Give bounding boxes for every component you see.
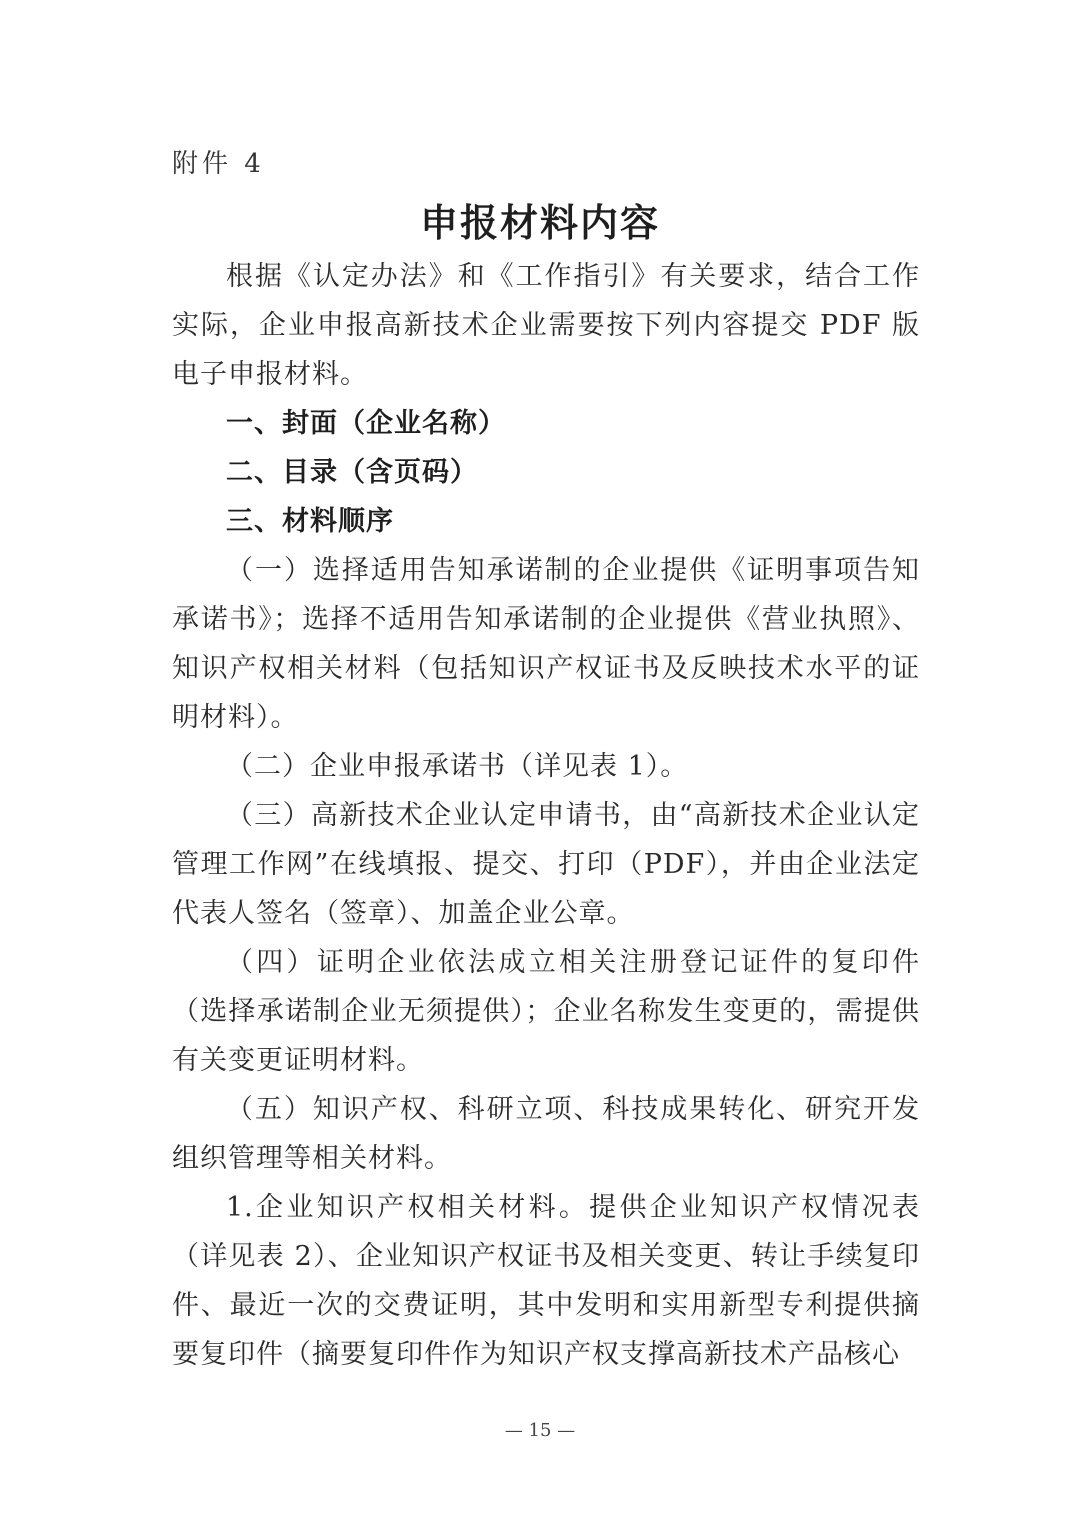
section-heading-cover: 一、封面（企业名称） — [226, 408, 506, 439]
page-title: 申报材料内容 — [419, 201, 660, 245]
item-paragraph: （二）企业申报承诺书（详见表 1）。 — [226, 751, 689, 782]
document-body — [172, 252, 920, 1379]
item-paragraph: （四）证明企业依法成立相关注册登记证件的复印件（选择承诺制企业无须提供）；企业名称发生变更的，需提供有关变更证明材料。 — [172, 947, 920, 1076]
intro-paragraph: 根据《认定办法》和《工作指引》有关要求，结合工作实际，企业申报高新技术企业需要按下列内容提交 PDF 版电子申报材料。 — [172, 261, 920, 390]
item-paragraph: （三）高新技术企业认定申请书，由“高新技术企业认定管理工作网”在线填报、提交、打印（PDF），并由企业法定代表人签名（签章）、加盖企业公章。 — [172, 800, 920, 929]
item-paragraph: （五）知识产权、科研立项、科技成果转化、研究开发组织管理等相关材料。 — [172, 1094, 920, 1174]
section-heading-toc: 二、目录（含页码） — [226, 457, 478, 488]
item-paragraph: 1.企业知识产权相关材料。提供企业知识产权情况表（详见表 2）、企业知识产权证书及相关变更、转让手续复印件、最近一次的交费证明，其中发明和实用新型专利提供摘要复印件（摘要复印件作为知识产权支撑高新技术产品核心 — [172, 1192, 920, 1370]
page-number: — 15 — — [504, 1420, 576, 1441]
section-heading-order: 三、材料顺序 — [226, 506, 394, 537]
attachment-label: 附件 4 — [172, 149, 265, 179]
item-paragraph: （一）选择适用告知承诺制的企业提供《证明事项告知承诺书》；选择不适用告知承诺制的企业提供《营业执照》、知识产权相关材料（包括知识产权证书及反映技术水平的证明材料）。 — [172, 555, 920, 733]
